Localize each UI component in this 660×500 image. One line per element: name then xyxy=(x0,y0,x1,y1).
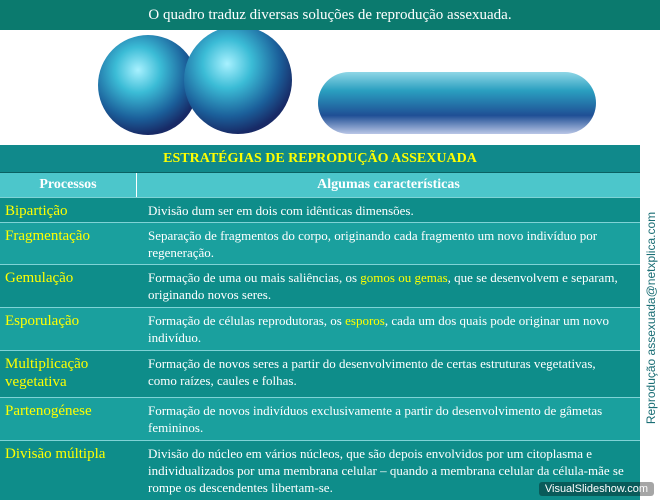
bacteria-illustration xyxy=(0,30,640,145)
description-text: , cada um dos quais pode originar um novo indivíduo. xyxy=(148,313,610,345)
table-row xyxy=(0,397,640,440)
column-header-processes: Processos xyxy=(0,173,137,197)
side-credit-text: Reprodução assexuada@netxplica.com xyxy=(643,211,658,424)
slide-caption: O quadro traduz diversas soluções de reprodução assexuada. xyxy=(0,0,660,30)
bacteria-image-area xyxy=(0,30,640,145)
process-name: Bipartição xyxy=(5,203,68,219)
process-description: Divisão dum ser em dois com idênticas dimensões. xyxy=(148,203,414,218)
process-description xyxy=(136,308,640,350)
description-text: Formação de células reprodutoras, os xyxy=(148,313,346,328)
process-name: Multiplicação vegetativa xyxy=(5,356,89,390)
watermark-link[interactable]: VisualSlideshow.com xyxy=(539,482,654,496)
bacillus-cell xyxy=(318,72,596,134)
coccus-cell-right xyxy=(184,30,292,134)
column-header-features: Algumas características xyxy=(317,177,460,192)
table-row xyxy=(0,307,640,350)
process-name: Fragmentação xyxy=(5,228,90,244)
table-row xyxy=(0,197,640,222)
process-description xyxy=(136,265,640,307)
process-description: Formação de novos indivíduos exclusivamente a partir do desenvolvimento de gâmetas femininos. xyxy=(148,403,603,435)
process-name: Gemulação xyxy=(5,270,74,286)
process-name: Esporulação xyxy=(5,313,80,329)
table-header-row xyxy=(0,173,640,197)
coccus-cell-left xyxy=(98,35,198,135)
process-description: Separação de fragmentos do corpo, originando cada fragmento um novo indivíduo por regeneração. xyxy=(148,228,598,260)
process-name: Divisão múltipla xyxy=(5,446,106,462)
description-text: , que se desenvolvem e separam, originando novos seres. xyxy=(148,270,618,302)
reproduction-strategies-table xyxy=(0,145,640,500)
process-name: Partenogénese xyxy=(5,403,92,419)
process-description: Formação de novos seres a partir do desenvolvimento de certas estruturas vegetativas, como raízes, caules e folhas. xyxy=(148,356,596,388)
table-row xyxy=(0,222,640,264)
table-title: ESTRATÉGIAS DE REPRODUÇÃO ASSEXUADA xyxy=(0,145,640,173)
process-description: Divisão do núcleo em vários núcleos, que são depois envolvidos por um citoplasma e individualizados por uma membrana celular – quando a membrana celular da célula-mãe se rompe os descendentes libertam-se. xyxy=(148,446,624,495)
description-text: Formação de uma ou mais saliências, os xyxy=(148,270,361,285)
highlighted-term: gomos ou gemas xyxy=(360,270,448,285)
side-credit xyxy=(641,150,660,485)
highlighted-term: esporos xyxy=(345,313,385,328)
table-row xyxy=(0,264,640,307)
table-row xyxy=(0,350,640,397)
